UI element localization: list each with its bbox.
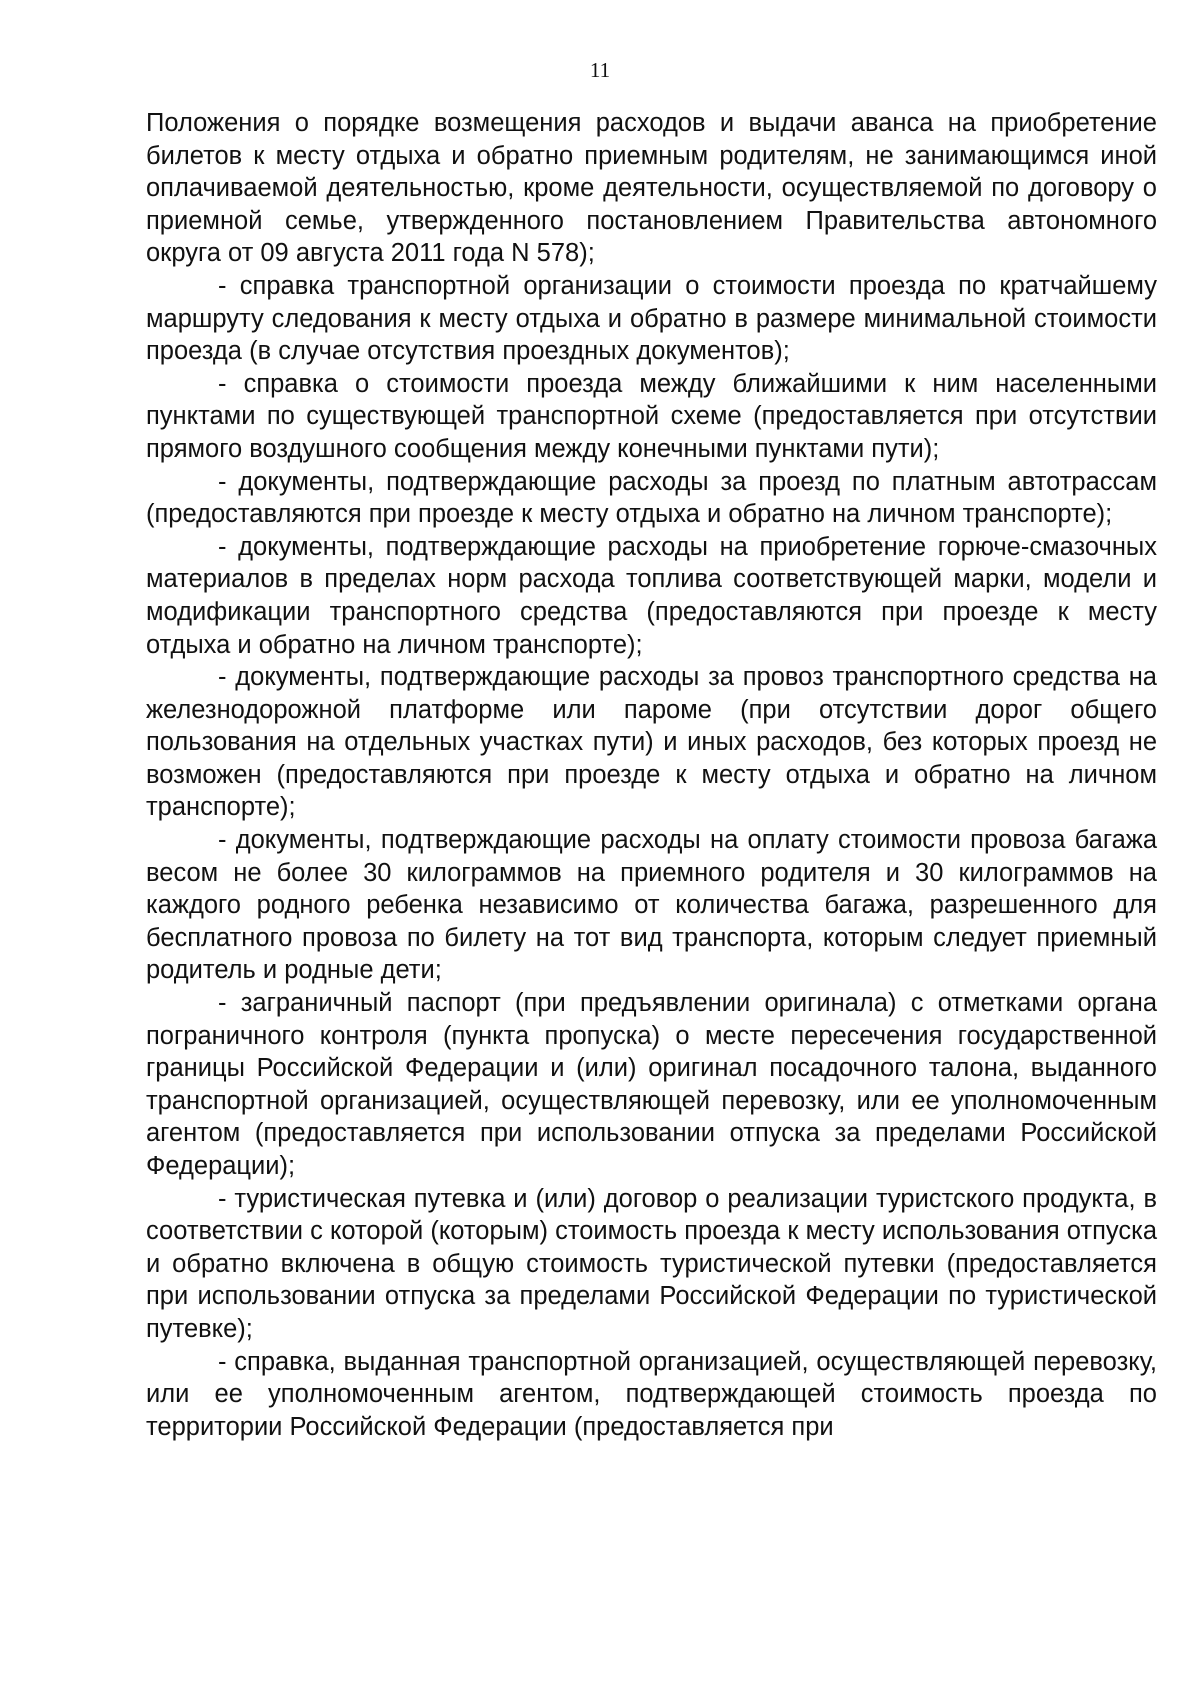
list-item: - туристическая путевка и (или) договор о реализации туристского продукта, в соответствии с которой (которым) стоимость проезда к месту использования отпуска и обратно включена в общую стоимость туристической путевки (предоставляется при использовании отпуска за пределами Российской Федерации по туристической путевке); [146, 1184, 1157, 1343]
list-item: - документы, подтверждающие расходы за провоз транспортного средства на железнодорожной платформе или пароме (при отсутствии дорог общего пользования на отдельных участках пути) и иных расходов, без которых проезд не возможен (предоставляются при проезде к месту отдыха и обратно на личном транспорте); [146, 663, 1157, 822]
list-item: - документы, подтверждающие расходы за проезд по платным автотрассам (предоставляются при проезде к месту отдыха и обратно на личном транспорте); [146, 467, 1157, 529]
list-item: - заграничный паспорт (при предъявлении оригинала) с отметками органа пограничного контроля (пункта пропуска) о месте пересечения государственной границы Российской Федерации и (или) оригинал посадочного талона, выданного транспортной организацией, осуществляющей перевозку, или ее уполномоченным агентом (предоставляется при использовании отпуска за пределами Российской Федерации); [146, 989, 1157, 1180]
list-item: - документы, подтверждающие расходы на оплату стоимости провоза багажа весом не более 30 килограммов на приемного родителя и 30 килограммов на каждого родного ребенка независимо от количества багажа, разрешенного для бесплатного провоза по билету на тот вид транспорта, которым следует приемный родитель и родные дети; [146, 826, 1157, 985]
paragraph-continuation: Положения о порядке возмещения расходов и выдачи аванса на приобретение билетов к месту отдыха и обратно приемным родителям, не занимающимся иной оплачиваемой деятельностью, кроме деятельности, осуществляемой по договору о приемной семье, утвержденного постановлением Правительства автономного округа от 09 августа 2011 года N 578); [146, 109, 1157, 268]
page-number: 11 [589, 58, 611, 82]
list-item: - справка о стоимости проезда между ближайшими к ним населенными пунктами по существующей транспортной схеме (предоставляется при отсутствии прямого воздушного сообщения между конечными пунктами пути); [146, 369, 1157, 463]
list-item: - справка транспортной организации о стоимости проезда по кратчайшему маршруту следования к месту отдыха и обратно в размере минимальной стоимости проезда (в случае отсутствия проездных документов); [146, 271, 1157, 366]
list-item: - справка, выданная транспортной организацией, осуществляющей перевозку, или ее уполномоченным агентом, подтверждающей стоимость проезда по территории Российской Федерации (предоставляется при [146, 1347, 1157, 1441]
document-body [146, 107, 1157, 1443]
list-item: - документы, подтверждающие расходы на приобретение горюче-смазочных материалов в пределах норм расхода топлива соответствующей марки, модели и модификации транспортного средства (предоставляются при проезде к месту отдыха и обратно на личном транспорте); [146, 532, 1157, 659]
